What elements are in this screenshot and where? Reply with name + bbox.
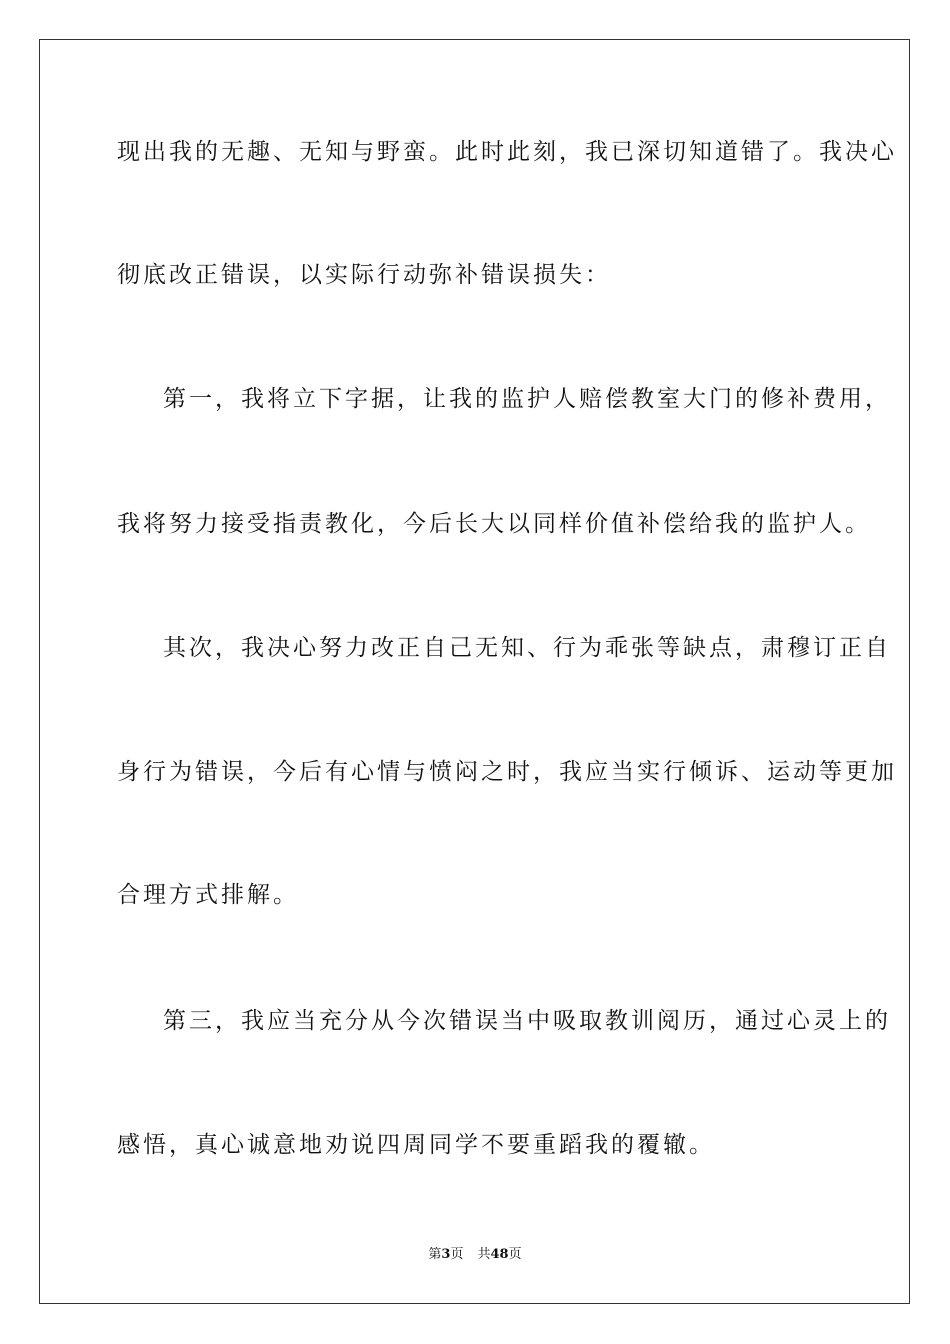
body-text-line-8: 第三，我应当充分从今次错误当中吸取教训阅历，通过心灵上的	[163, 1008, 891, 1034]
total-pages: 48	[490, 1247, 509, 1262]
page-number-suffix: 页	[450, 1247, 464, 1262]
body-text-line-2: 彻底改正错误，以实际行动弥补错误损失：	[117, 262, 611, 288]
page-number-prefix: 第	[428, 1247, 442, 1262]
total-pages-suffix: 页	[508, 1247, 522, 1262]
body-text-line-1: 现出我的无趣、无知与野蛮。此时此刻，我已深切知道错了。我决心	[117, 139, 897, 165]
body-text-line-9: 感悟，真心诚意地劝说四周同学不要重蹈我的覆辙。	[117, 1132, 715, 1158]
body-text-line-3: 第一，我将立下字据，让我的监护人赔偿教室大门的修补费用，	[163, 386, 891, 412]
page-border	[39, 39, 910, 1304]
page-number: 3	[441, 1247, 451, 1262]
total-pages-prefix: 共	[477, 1247, 491, 1262]
body-text-line-7: 合理方式排解。	[117, 882, 299, 908]
body-text-line-4: 我将努力接受指责教化，今后长大以同样价值补偿给我的监护人。	[117, 511, 871, 537]
body-text-line-5: 其次，我决心努力改正自己无知、行为乖张等缺点，肃穆订正自	[163, 635, 891, 661]
body-text-line-6: 身行为错误，今后有心情与愤闷之时，我应当实行倾诉、运动等更加	[117, 759, 897, 785]
page-footer	[0, 1246, 950, 1264]
